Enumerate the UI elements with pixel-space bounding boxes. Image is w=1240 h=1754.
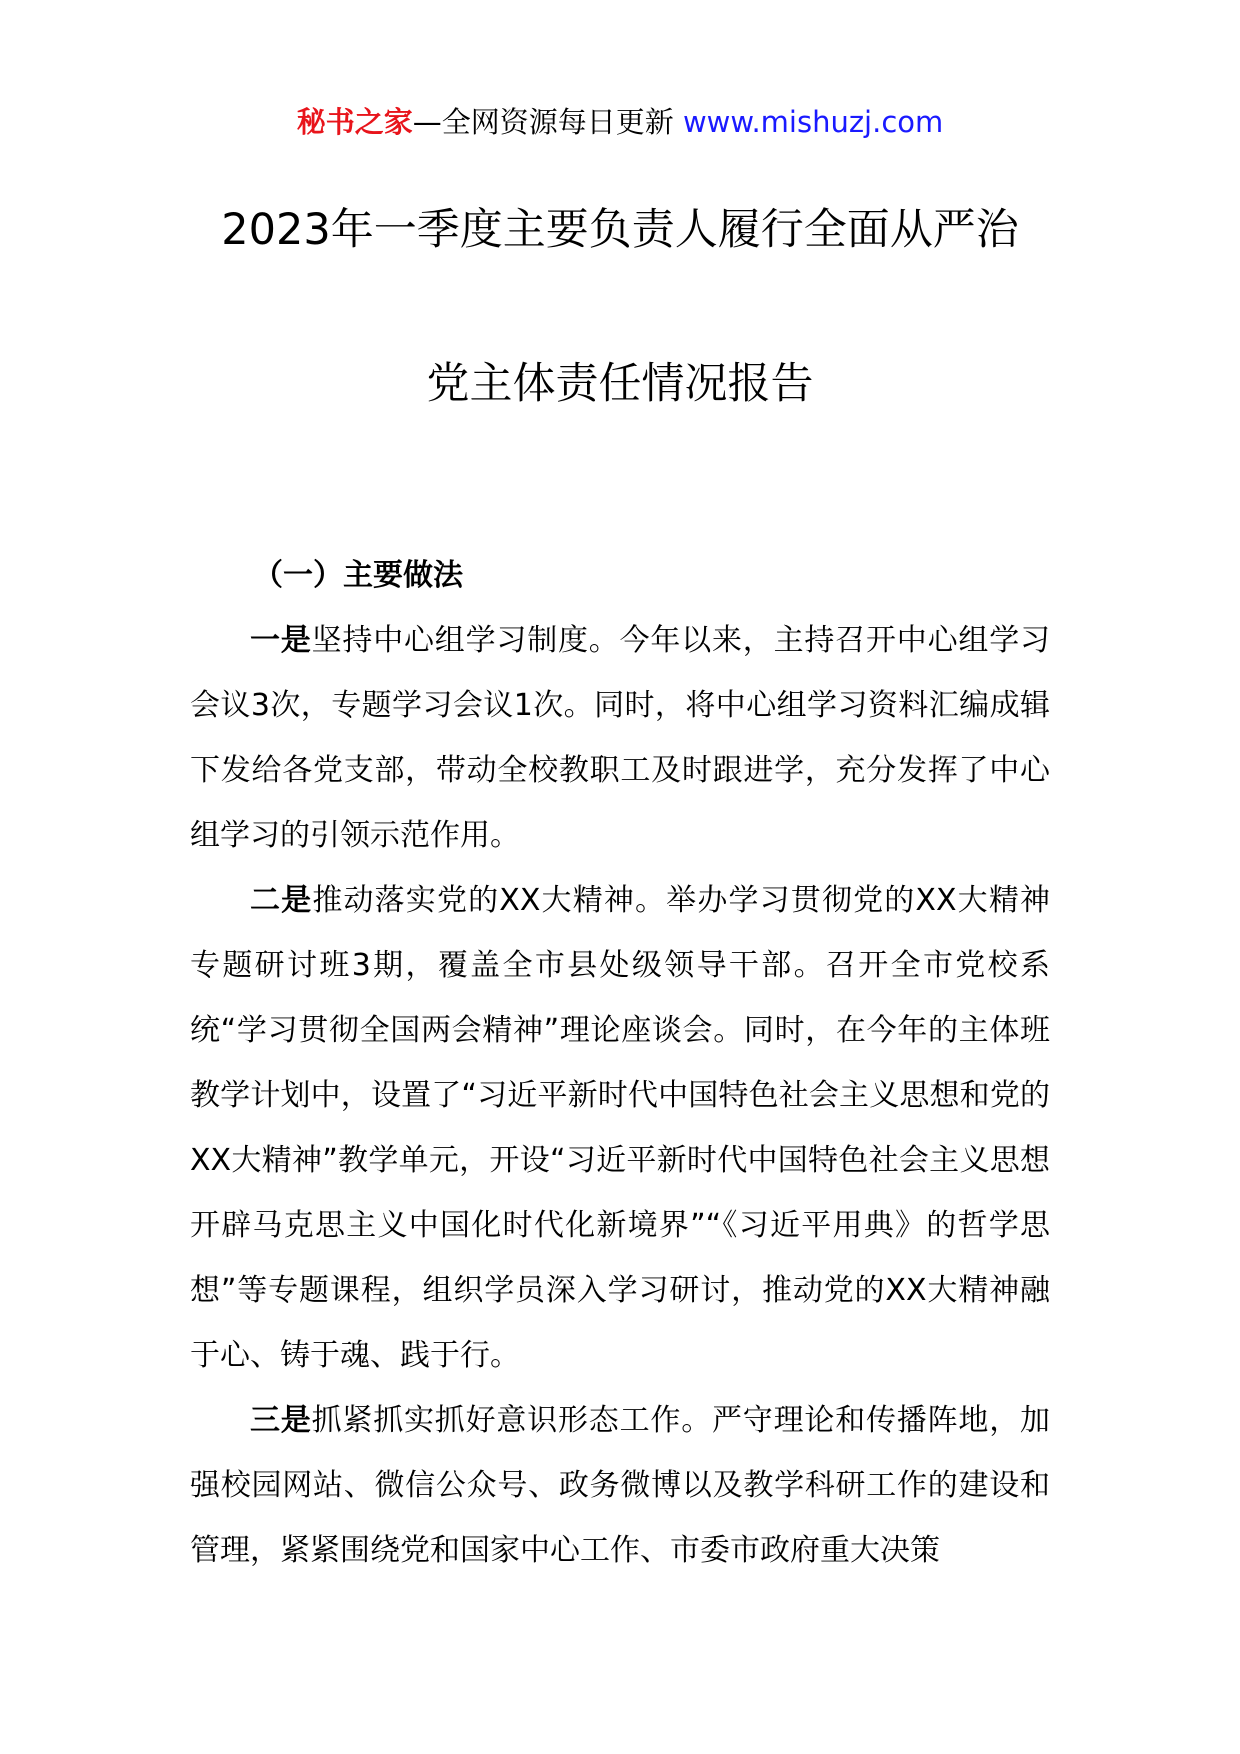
paragraph-lead: 二是: [250, 883, 313, 918]
paragraph-1: [190, 608, 1050, 868]
section-heading: （一）主要做法: [253, 558, 463, 593]
paragraph-lead: 三是: [250, 1403, 312, 1438]
document-body: [190, 543, 1050, 1583]
paragraph-3: [190, 1388, 1050, 1583]
paragraph-lead: 一是: [250, 623, 312, 658]
paragraph-text: 抓紧抓实抓好意识形态工作。严守理论和传播阵地，加强校园网站、微信公众号、政务微博以及教学科研工作的建设和管理，紧紧围绕党和国家中心工作、市委市政府重大决策: [190, 1403, 1051, 1568]
document-title-line-1: 2023年一季度主要负责人履行全面从严治: [221, 205, 1019, 255]
paragraph-text: 坚持中心组学习制度。今年以来，主持召开中心组学习会议3次，专题学习会议1次。同时，将中心组学习资料汇编成辑下发给各党支部，带动全校教职工及时跟进学，充分发挥了中心组学习的引领示范作用。: [190, 623, 1051, 853]
site-url-link[interactable]: www.mishuzj.com: [682, 105, 944, 139]
site-tagline: —全网资源每日更新: [412, 105, 674, 139]
document-title-line-2: 党主体责任情况报告: [426, 359, 814, 409]
paragraph-2: [190, 868, 1050, 1388]
site-name: 秘书之家: [296, 105, 413, 139]
site-header: [0, 102, 1240, 142]
paragraph-text: 推动落实党的XX大精神。举办学习贯彻党的XX大精神专题研讨班3期，覆盖全市县处级领导干部。召开全市党校系统“学习贯彻全国两会精神”理论座谈会。同时，在今年的主体班教学计划中，设置了“习近平新时代中国特色社会主义思想和党的XX大精神”教学单元，开设“习近平新时代中国特色社会主义思想开辟马克思主义中国化时代化新境界”“《习近平用典》的哲学思想”等专题课程，组织学员深入学习研讨，推动党的XX大精神融于心、铸于魂、践于行。: [190, 883, 1051, 1373]
